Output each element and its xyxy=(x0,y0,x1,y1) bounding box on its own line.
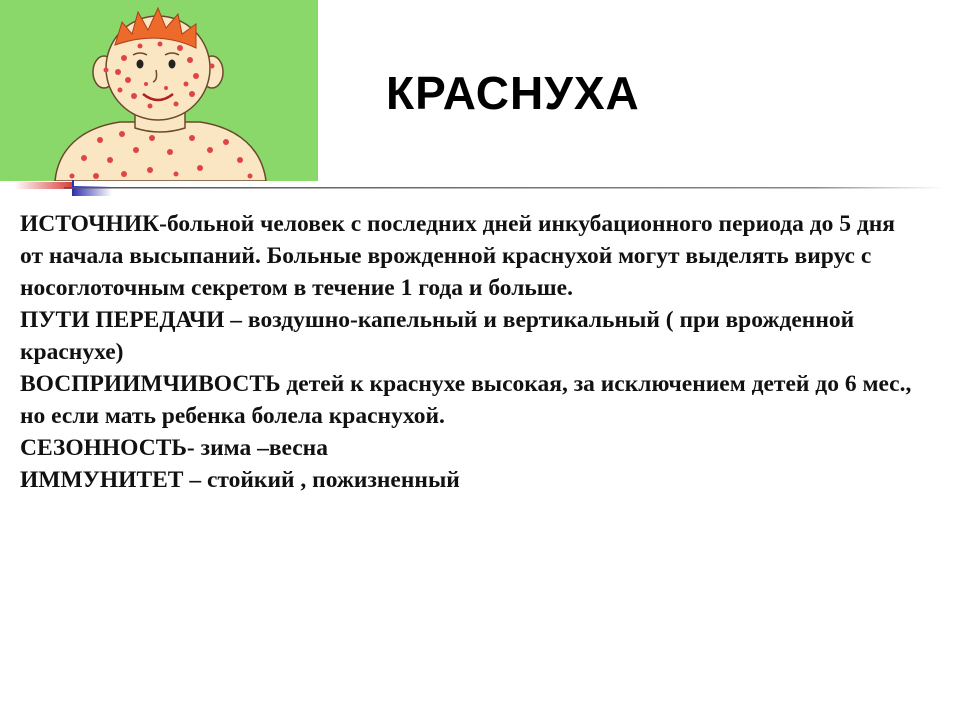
paragraph-source: ИСТОЧНИК-больной человек с последних дней инкубационного периода до 5 дня от начала высыпаний. Больные врожденной краснухой могут выделять вирус с носоглоточным секретом в течение 1 года и больше. xyxy=(20,211,895,301)
title-divider xyxy=(14,180,944,196)
paragraph-seasonality: СЕЗОННОСТЬ- зима –весна xyxy=(20,435,328,461)
paragraph-susceptibility: ВОСПРИИМЧИВОСТЬ детей к краснухе высокая, за исключением детей до 6 мес., но если мать ребенка болела краснухой. xyxy=(20,371,912,429)
child-with-rash-illustration xyxy=(0,0,318,181)
slide-title: КРАСНУХА xyxy=(386,67,640,119)
paragraph-transmission: ПУТИ ПЕРЕДАЧИ – воздушно-капельный и вертикальный ( при врожденной краснухе) xyxy=(20,307,855,365)
slide-body xyxy=(20,208,920,496)
paragraph-immunity: ИММУНИТЕТ – стойкий , пожизненный xyxy=(20,467,460,493)
